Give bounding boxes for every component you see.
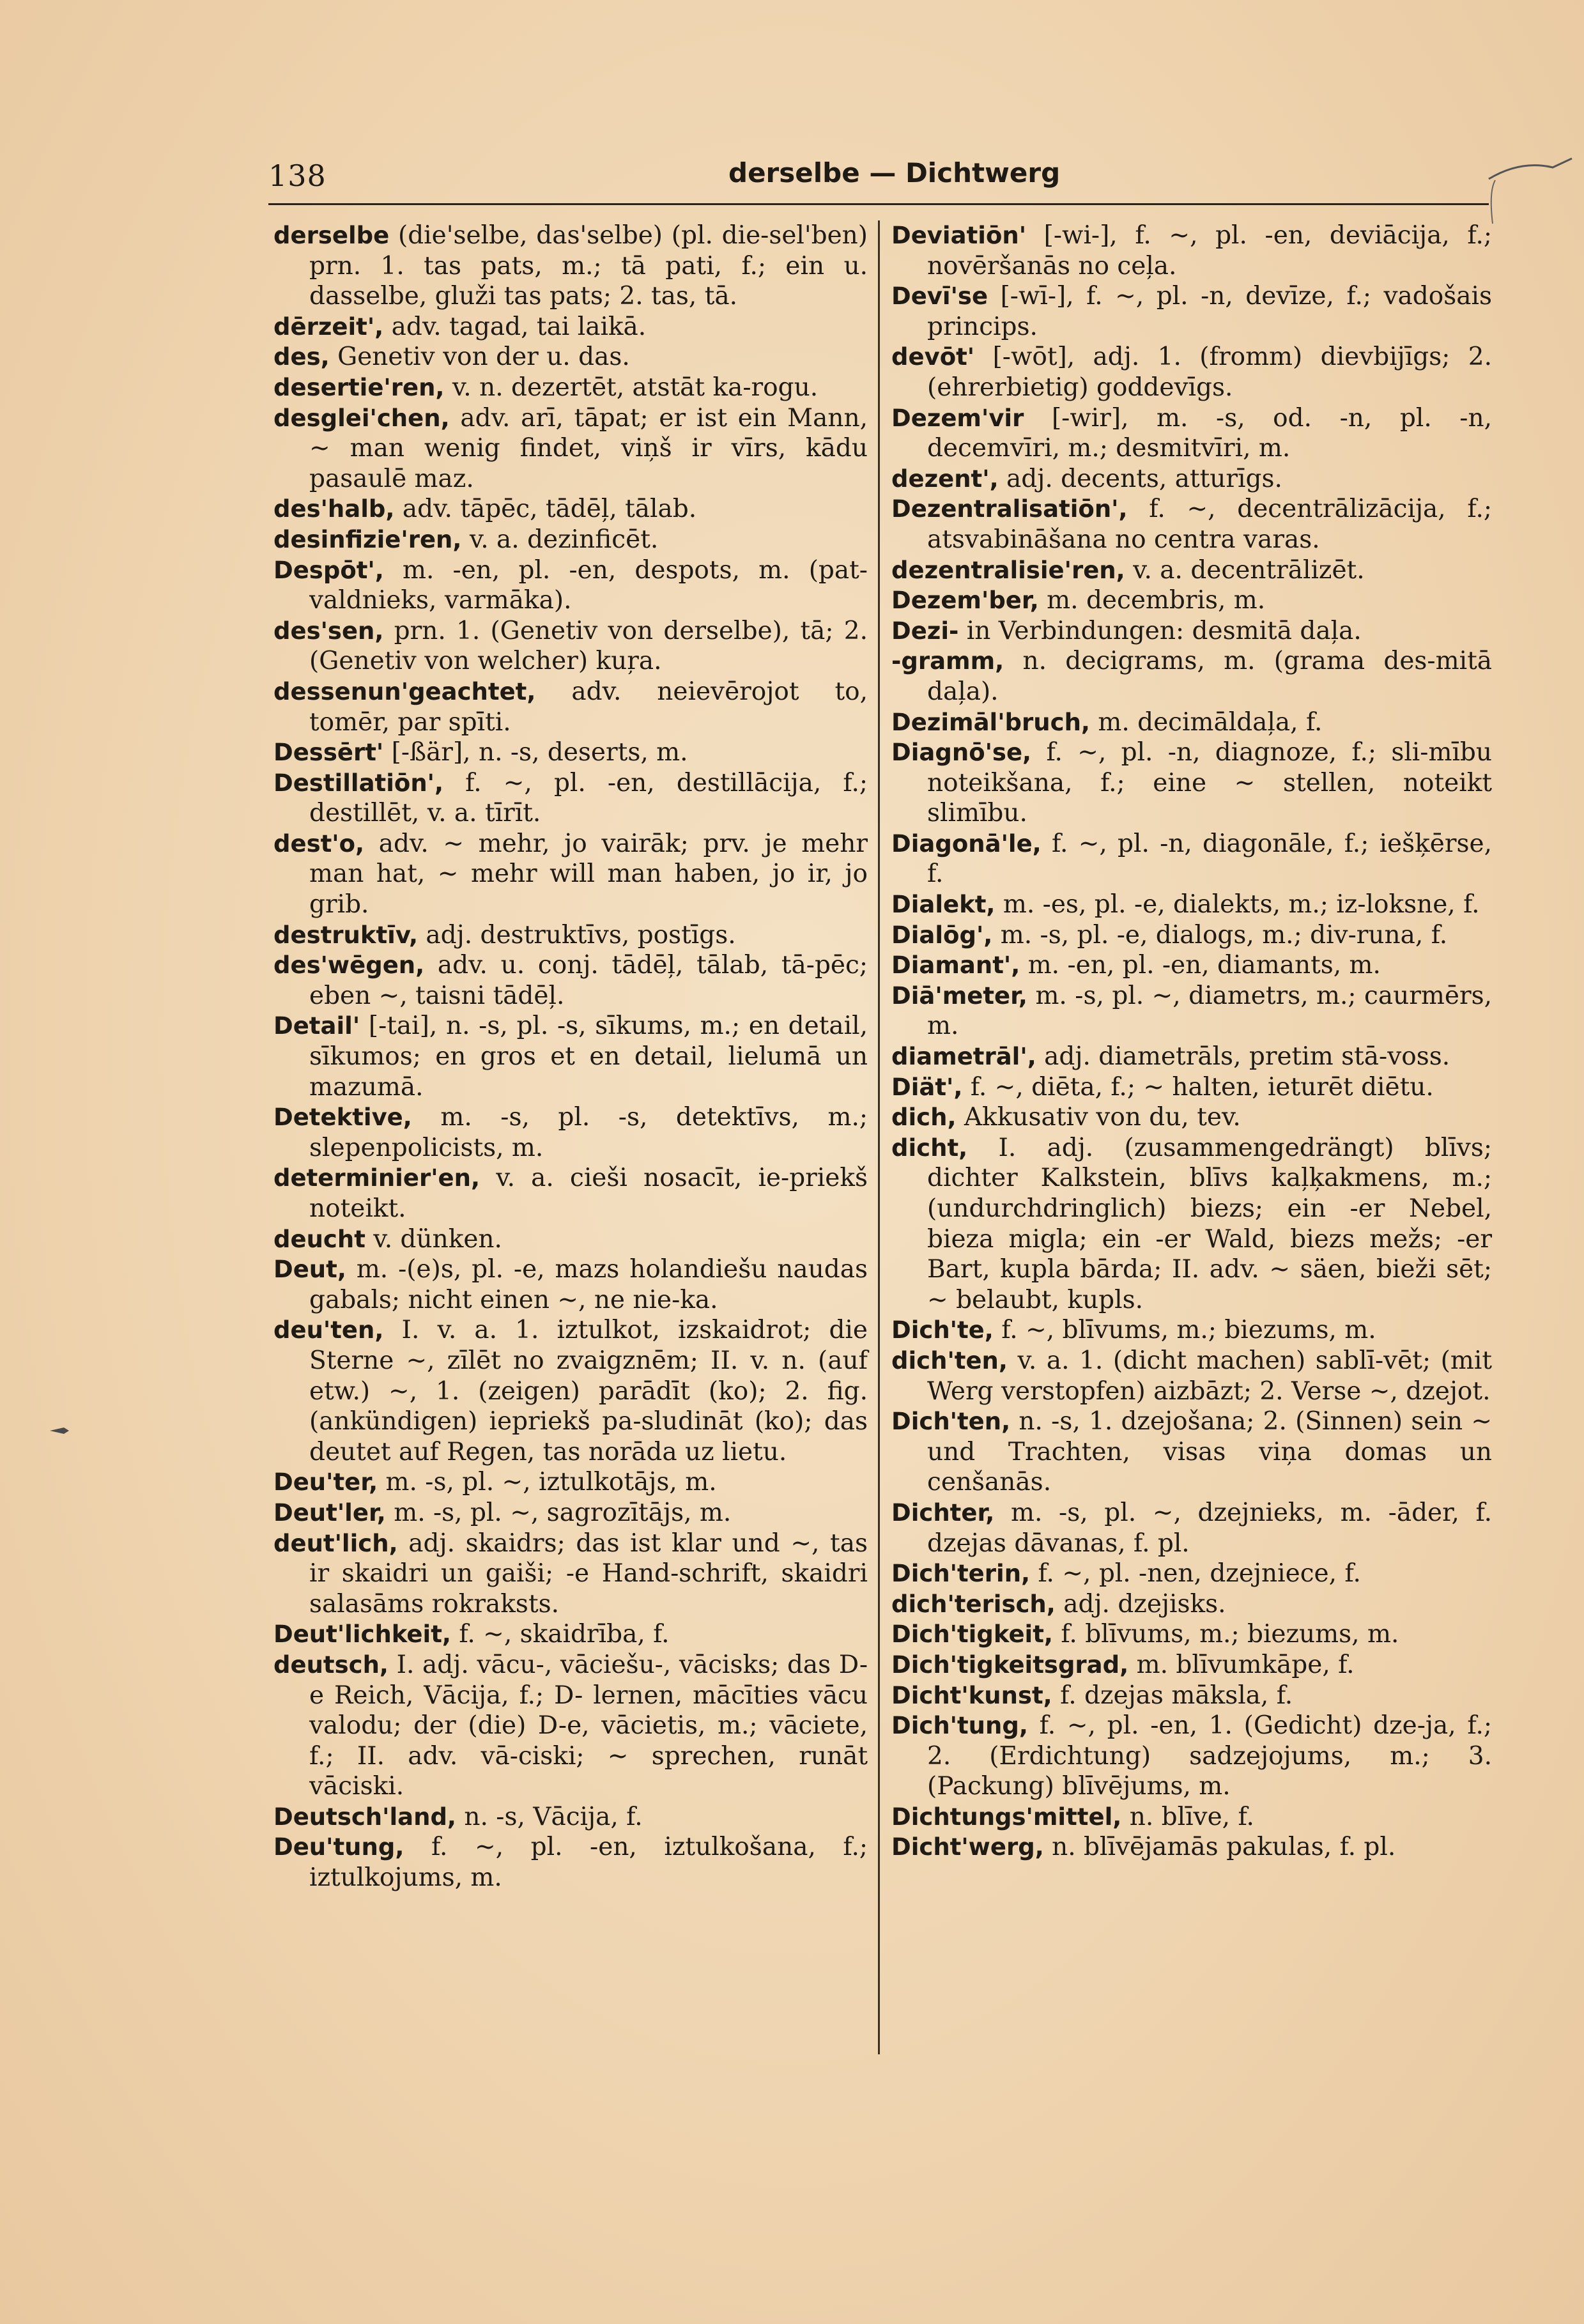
entry-definition: f. ~, skaidrība, f. <box>450 1620 670 1649</box>
dictionary-entry <box>273 1802 868 1833</box>
dictionary-entry <box>273 312 868 342</box>
dictionary-entry <box>273 220 868 312</box>
entry-headword: dicht, <box>891 1134 968 1162</box>
entry-definition: [-tai], n. -s, pl. -s, sīkums, m.; en detail, sīkumos; en gros et en detail, lielumā un mazumā. <box>309 1012 868 1102</box>
entry-headword: deucht <box>273 1225 365 1253</box>
entry-definition: adv. ~ mehr, jo vairāk; prv. je mehr man hat, ~ mehr will man haben, jo ir, jo grib. <box>309 829 868 920</box>
entry-headword: Deviatiōn' <box>891 222 1027 249</box>
entry-definition: [-wōt], adj. 1. (fromm) dievbijīgs; 2. (ehrerbietig) goddevīgs. <box>927 342 1492 402</box>
dictionary-entry <box>273 616 868 677</box>
dictionary-entry <box>891 1832 1492 1863</box>
entry-headword: des, <box>273 343 330 371</box>
dictionary-entry <box>891 342 1492 403</box>
entry-headword: dich'ten, <box>891 1346 1008 1374</box>
dictionary-entry <box>273 1315 868 1467</box>
entry-headword: Destillatiōn', <box>273 769 444 797</box>
dictionary-entry <box>273 1467 868 1498</box>
entry-definition: v. n. dezertēt, atstāt ka-rogu. <box>444 373 819 402</box>
entry-definition: m. decembris, m. <box>1038 586 1266 615</box>
dictionary-entry <box>273 1619 868 1650</box>
entry-definition: v. a. 1. (dicht machen) sablī-vēt; (mit Werg verstopfen) aizbāzt; 2. Verse ~, dzejot. <box>927 1346 1492 1406</box>
entry-definition: adv. arī, tāpat; er ist ein Mann, ~ man wenig findet, viņš ir vīrs, kādu pasaulē maz. <box>309 403 868 493</box>
entry-definition: f. ~, blīvums, m.; biezums, m. <box>993 1316 1376 1345</box>
dictionary-entry <box>273 525 868 555</box>
entry-headword: desglei'chen, <box>273 404 450 432</box>
entry-definition: adj. destruktīvs, postīgs. <box>418 920 736 950</box>
dictionary-entry <box>891 889 1492 920</box>
entry-headword: Dicht'kunst, <box>891 1681 1052 1709</box>
entry-definition: I. v. a. 1. iztulkot, izskaidrot; die Sterne ~, zīlēt no zvaigznēm; II. v. n. (auf etw.) ~, 1. (zeigen) parādīt (ko); 2. fig. (ankündigen) iepriekš pa-sludināt (ko); das deutet auf Regen, tas norāda uz lietu. <box>309 1316 868 1466</box>
dictionary-entry <box>891 464 1492 495</box>
dictionary-entry <box>891 1589 1492 1620</box>
entry-definition: adv. tāpēc, tādēļ, tālab. <box>394 495 697 524</box>
entry-headword: des'halb, <box>273 495 395 523</box>
entry-definition: I. adj. vācu-, vāciešu-, vācisks; das D-e Reich, Vācija, f.; D- lernen, mācīties vācu valodu; der (die) D-e, vācietis, m.; vāciete, f.; II. adv. vā-ciski; ~ sprechen, runāt vāciski. <box>309 1650 868 1801</box>
entry-definition: prn. 1. (Genetiv von derselbe), tā; 2. (Genetiv von welcher) kuŗa. <box>309 616 868 676</box>
entry-definition: [-wi-], f. ~, pl. -en, deviācija, f.; novēršanās no ceļa. <box>927 221 1492 281</box>
entry-headword: diametrāl', <box>891 1043 1036 1071</box>
dictionary-entry <box>891 555 1492 586</box>
entry-definition: v. a. decentrālizēt. <box>1125 555 1365 585</box>
entry-definition: in Verbindungen: desmitā daļa. <box>958 616 1362 645</box>
entry-headword: deutsch, <box>273 1651 388 1679</box>
entry-headword: Dezentralisatiōn', <box>891 495 1128 523</box>
entry-definition: [-wī-], f. ~, pl. -n, devīze, f.; vadošais princips. <box>927 282 1492 341</box>
dictionary-entry <box>891 737 1492 829</box>
entry-definition: m. -s, pl. -s, detektīvs, m.; slepenpolicists, m. <box>309 1103 868 1162</box>
entry-definition: adj. diametrāls, pretim stā-voss. <box>1036 1042 1450 1072</box>
entry-definition: adj. dzejisks. <box>1055 1589 1226 1619</box>
entry-definition: f. blīvums, m.; biezums, m. <box>1052 1620 1399 1649</box>
entry-headword: Dich'tigkeitsgrad, <box>891 1651 1129 1679</box>
dictionary-entry <box>273 555 868 616</box>
entry-headword: Dialekt, <box>891 891 996 919</box>
dictionary-entry <box>273 1163 868 1224</box>
entry-definition: m. -en, pl. -en, diamants, m. <box>1020 951 1381 980</box>
entry-definition: f. ~, pl. -n, diagonāle, f.; iešķērse, f. <box>927 829 1492 889</box>
entry-headword: Dezem'ber, <box>891 587 1039 615</box>
dictionary-entry <box>891 1619 1492 1650</box>
dictionary-entry <box>891 1498 1492 1558</box>
dictionary-entry <box>273 1498 868 1528</box>
entry-headword: Dezimāl'bruch, <box>891 708 1090 736</box>
dictionary-entry <box>891 950 1492 981</box>
entry-headword: Dezem'vir <box>891 404 1024 432</box>
entry-headword: desertie'ren, <box>273 373 445 401</box>
entry-definition: f. ~, diēta, f.; ~ halten, ieturēt diētu. <box>962 1072 1434 1102</box>
dictionary-entry <box>891 403 1492 464</box>
entry-definition: I. adj. (zusammengedrängt) blīvs; dichter Kalkstein, blīvs kaļķakmens, m.; (undurchdringlich) biezs; ein -er Nebel, bieza migla; ein -er Wald, biezs mežs; -er Bart, kupla bārda; II. adv. ~ säen, bieži sēt; ~ belaubt, kupls. <box>927 1133 1492 1314</box>
entry-definition: m. -s, pl. ~, diametrs, m.; caurmērs, m. <box>927 981 1492 1041</box>
dictionary-entry <box>891 1802 1492 1833</box>
entry-definition: adv. tagad, tai laikā. <box>383 312 647 341</box>
entry-headword: Deut'ler, <box>273 1498 386 1527</box>
entry-definition: n. blīvējamās pakulas, f. pl. <box>1043 1833 1396 1862</box>
dictionary-entry <box>273 1254 868 1315</box>
entry-headword: Deut'lichkeit, <box>273 1620 451 1649</box>
dictionary-entry <box>273 920 868 951</box>
entry-headword: dest'o, <box>273 829 365 858</box>
dictionary-entry <box>891 981 1492 1042</box>
entry-headword: Diät', <box>891 1073 963 1101</box>
entry-headword: dessenun'geachtet, <box>273 677 536 705</box>
entry-definition: v. a. cieši nosacīt, ie-priekš noteikt. <box>309 1164 868 1223</box>
entry-headword: dezent', <box>891 465 999 493</box>
entry-headword: Diagnō'se, <box>891 739 1032 767</box>
dictionary-entry <box>891 1406 1492 1498</box>
entry-definition: f. ~, pl. -en, destillācija, f.; destillēt, v. a. tīrīt. <box>309 768 868 828</box>
pencil-mark-icon <box>1482 153 1578 230</box>
margin-arrow-icon <box>50 1426 69 1435</box>
entry-definition: Genetiv von der u. das. <box>329 342 630 372</box>
entry-definition: adv. neievērojot to, tomēr, par spīti. <box>309 677 868 737</box>
dictionary-entry <box>273 768 868 829</box>
entry-headword: dezentralisie'ren, <box>891 556 1125 584</box>
entry-headword: Devī'se <box>891 282 988 311</box>
dictionary-entry <box>273 1528 868 1620</box>
dictionary-entry <box>273 494 868 525</box>
dictionary-entry <box>891 1346 1492 1406</box>
entry-headword: Dich'ten, <box>891 1408 1011 1436</box>
entry-headword: Deut, <box>273 1256 346 1284</box>
entry-headword: Dich'tigkeit, <box>891 1620 1053 1649</box>
dictionary-entry <box>891 1681 1492 1711</box>
dictionary-entry <box>891 1558 1492 1589</box>
dictionary-entry <box>891 707 1492 738</box>
dictionary-entry <box>273 373 868 403</box>
entry-headword: Despōt', <box>273 556 384 584</box>
entry-headword: dērzeit', <box>273 312 384 341</box>
entry-headword: Diā'meter, <box>891 981 1027 1010</box>
entry-definition: m. -es, pl. -e, dialekts, m.; iz-loksne, f. <box>995 890 1480 920</box>
entry-headword: derselbe <box>273 222 390 249</box>
entry-headword: dich'terisch, <box>891 1590 1056 1618</box>
left-column <box>273 220 868 1893</box>
entry-headword: Deu'ter, <box>273 1468 378 1497</box>
dictionary-entry <box>891 281 1492 342</box>
dictionary-entry <box>891 920 1492 951</box>
entry-definition: f. ~, pl. -n, diagnoze, f.; sli-mību noteikšana, f.; eine ~ stellen, noteikt slimību. <box>927 738 1492 828</box>
entry-headword: Diagonā'le, <box>891 829 1042 858</box>
page-number: 138 <box>268 158 327 193</box>
entry-headword: determinier'en, <box>273 1164 481 1192</box>
entry-headword: Diamant', <box>891 951 1020 980</box>
entry-definition: adj. decents, atturīgs. <box>998 464 1282 493</box>
entry-definition: (die'selbe, das'selbe) (pl. die-sel'ben) prn. 1. tas pats, m.; tā pati, f.; ein u. dasselbe, gluži tas pats; 2. tas, tā. <box>309 221 868 311</box>
dictionary-entry <box>273 1832 868 1893</box>
dictionary-entry <box>273 677 868 737</box>
entry-definition: v. dünken. <box>365 1224 502 1254</box>
entry-headword: deu'ten, <box>273 1316 384 1344</box>
entry-definition: adj. skaidrs; das ist klar und ~, tas ir skaidri un gaiši; -e Hand-schrift, skaidri salasāms rokraksts. <box>309 1528 868 1619</box>
entry-headword: Deu'tung, <box>273 1833 404 1861</box>
dictionary-entry <box>273 403 868 495</box>
entry-headword: des'sen, <box>273 617 384 645</box>
entry-headword: Detektive, <box>273 1104 412 1132</box>
entry-headword: desinfizie'ren, <box>273 525 462 553</box>
running-head: derselbe — Dichtwerg <box>728 157 1061 189</box>
entry-definition: m. -s, pl. ~, sagrozītājs, m. <box>385 1498 732 1527</box>
entry-headword: destruktīv, <box>273 921 419 949</box>
entry-definition: m. -s, pl. -e, dialogs, m.; div-runa, f. <box>992 920 1448 950</box>
entry-headword: Dich'te, <box>891 1316 994 1344</box>
dictionary-entry <box>273 1102 868 1163</box>
dictionary-entry <box>891 1711 1492 1802</box>
entry-definition: adv. u. conj. tādēļ, tālab, tā-pēc; eben ~, taisni tādēļ. <box>309 951 868 1010</box>
dictionary-entry <box>891 1072 1492 1103</box>
entry-definition: m. -s, pl. ~, iztulkotājs, m. <box>378 1468 717 1497</box>
entry-headword: Deutsch'land, <box>273 1803 456 1831</box>
entry-headword: Dichtungs'mittel, <box>891 1803 1122 1831</box>
dictionary-entry <box>273 1011 868 1102</box>
dictionary-entry <box>891 1315 1492 1346</box>
dictionary-entry <box>891 1042 1492 1072</box>
entry-headword: Dich'tung, <box>891 1712 1028 1740</box>
entry-definition: n. decigrams, m. (grama des-mitā daļa). <box>927 647 1492 706</box>
dictionary-entry <box>891 1650 1492 1681</box>
entry-definition: f. dzejas māksla, f. <box>1052 1681 1293 1710</box>
dictionary-entry <box>273 737 868 768</box>
entry-definition: f. ~, pl. -nen, dzejniece, f. <box>1030 1559 1361 1589</box>
dictionary-entry <box>891 494 1492 555</box>
page-header <box>268 153 1489 198</box>
entry-definition: f. ~, pl. -en, iztulkošana, f.; iztulkojums, m. <box>309 1833 868 1893</box>
dictionary-entry <box>891 585 1492 616</box>
entry-headword: des'wēgen, <box>273 951 425 980</box>
entry-headword: dich, <box>891 1104 957 1132</box>
entry-headword: Detail' <box>273 1012 360 1040</box>
entry-definition: m. decimāldaļa, f. <box>1089 707 1323 737</box>
entry-definition: f. ~, decentrālizācija, f.; atsvabināšana no centra varas. <box>927 495 1492 554</box>
entry-definition: [-wir], m. -s, od. -n, pl. -n, decemvīri, m.; desmitvīri, m. <box>927 403 1492 463</box>
header-rule <box>268 203 1489 205</box>
entry-definition: m. blīvumkāpe, f. <box>1128 1650 1355 1679</box>
entry-headword: Dezi- <box>891 617 959 645</box>
entry-definition: Akkusativ von du, tev. <box>956 1103 1241 1132</box>
dictionary-entry <box>273 829 868 920</box>
dictionary-entry <box>273 950 868 1011</box>
dictionary-entry <box>891 1102 1492 1133</box>
dictionary-entry <box>273 1224 868 1255</box>
entry-headword: Dich'terin, <box>891 1560 1031 1588</box>
dictionary-entry <box>273 1650 868 1802</box>
entry-headword: -gramm, <box>891 647 1004 675</box>
right-column <box>891 220 1492 1863</box>
entry-headword: devōt' <box>891 343 975 371</box>
dictionary-entry <box>273 342 868 373</box>
entry-headword: deut'lich, <box>273 1529 398 1557</box>
entry-definition: f. ~, pl. -en, 1. (Gedicht) dze-ja, f.; 2. (Erdichtung) sadzejojums, m.; 3. (Packung) blīvējums, m. <box>927 1711 1492 1801</box>
entry-headword: Dichter, <box>891 1498 995 1527</box>
entry-headword: Dialōg', <box>891 921 993 949</box>
dictionary-entry <box>891 220 1492 281</box>
entry-headword: Dicht'werg, <box>891 1833 1044 1861</box>
entry-headword: Dessērt' <box>273 739 384 767</box>
entry-definition: v. a. dezinficēt. <box>461 525 659 554</box>
dictionary-entry <box>891 829 1492 889</box>
entry-definition: m. -(e)s, pl. -e, mazs holandiešu naudas gabals; nicht einen ~, ne nie-ka. <box>309 1255 868 1314</box>
column-divider <box>878 220 880 2054</box>
entry-definition: n. -s, 1. dzejošana; 2. (Sinnen) sein ~ und Trachten, visas viņa domas un cenšanās. <box>927 1407 1492 1497</box>
entry-definition: m. -s, pl. ~, dzejnieks, m. -āder, f. dzejas dāvanas, f. pl. <box>927 1498 1492 1558</box>
entry-definition: n. blīve, f. <box>1121 1802 1254 1831</box>
entry-definition: n. -s, Vācija, f. <box>456 1802 643 1831</box>
entry-definition: [-ßär], n. -s, deserts, m. <box>383 738 688 767</box>
dictionary-entry <box>891 646 1492 707</box>
entry-definition: m. -en, pl. -en, despots, m. (pat-valdnieks, varmāka). <box>309 555 868 615</box>
dictionary-entry <box>891 616 1492 647</box>
dictionary-entry <box>891 1133 1492 1316</box>
